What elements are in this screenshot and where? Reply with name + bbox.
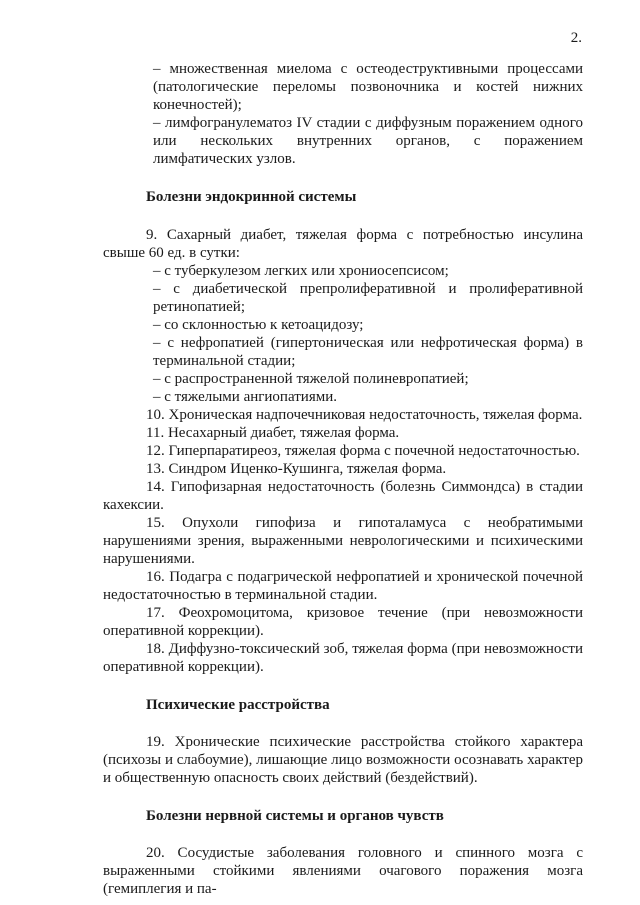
list-item: 20. Сосудистые заболевания головного и спинного мозга с выраженными стойкими явлениями очагового поражения мозга (гемиплегия и па- bbox=[103, 845, 583, 897]
page-number: 2. bbox=[570, 30, 582, 46]
list-item: 18. Диффузно-токсический зоб, тяжелая форма (при невозможности оперативной коррекции). bbox=[103, 641, 583, 675]
list-item: 17. Феохромоцитома, кризовое течение (при невозможности оперативной коррекции). bbox=[103, 605, 583, 639]
list-item: 11. Несахарный диабет, тяжелая форма. bbox=[146, 425, 400, 441]
list-item: 14. Гипофизарная недостаточность (болезнь Симмондса) в стадии кахексии. bbox=[103, 479, 583, 513]
list-item: 12. Гиперпаратиреоз, тяжелая форма с почечной недостаточностью. bbox=[146, 443, 580, 459]
sublist-item: – с туберкулезом легких или хрониосепсисом; bbox=[153, 263, 449, 279]
sublist bbox=[153, 262, 583, 406]
sublist-item: – с диабетической препролиферативной и пролиферативной ретинопатией; bbox=[153, 281, 583, 315]
sublist-item: – со склонностью к кетоацидозу; bbox=[153, 317, 364, 333]
section-heading-nervous: Болезни нервной системы и органов чувств bbox=[146, 808, 444, 824]
list-item: 9. Сахарный диабет, тяжелая форма с потребностью инсулина свыше 60 ед. в сутки: bbox=[103, 227, 583, 261]
intro-item: – множественная миелома с остеодеструктивными процессами (патологические переломы позвоночника и костей нижних конечностей); bbox=[153, 61, 583, 113]
list-item: 19. Хронические психические расстройства стойкого характера (психозы и слабоумие), лишающие лицо возможности осознавать характер и общественную опасность своих действий (бездействий). bbox=[103, 734, 583, 786]
list-item: 15. Опухоли гипофиза и гипоталамуса с необратимыми нарушениями зрения, выраженными неврологическими и психическими нарушениями. bbox=[103, 515, 583, 567]
section-heading-mental: Психические расстройства bbox=[146, 697, 330, 713]
list-item: 10. Хроническая надпочечниковая недостаточность, тяжелая форма. bbox=[146, 407, 583, 423]
list-item: 13. Синдром Иценко-Кушинга, тяжелая форма. bbox=[146, 461, 447, 477]
section-heading-endocrine: Болезни эндокринной системы bbox=[146, 189, 357, 205]
intro-item: – лимфогранулематоз IV стадии с диффузным поражением одного или нескольких внутренних органов, с поражением лимфатических узлов. bbox=[153, 115, 583, 167]
sublist-item: – с нефропатией (гипертоническая или нефротическая форма) в терминальной стадии; bbox=[153, 335, 583, 369]
list-item: 16. Подагра с подагрической нефропатией и хронической почечной недостаточностью в терминальной стадии. bbox=[103, 569, 583, 603]
document-body bbox=[103, 60, 583, 898]
sublist-item: – с тяжелыми ангиопатиями. bbox=[153, 389, 337, 405]
intro-list bbox=[153, 60, 583, 168]
sublist-item: – с распространенной тяжелой полиневропатией; bbox=[153, 371, 469, 387]
